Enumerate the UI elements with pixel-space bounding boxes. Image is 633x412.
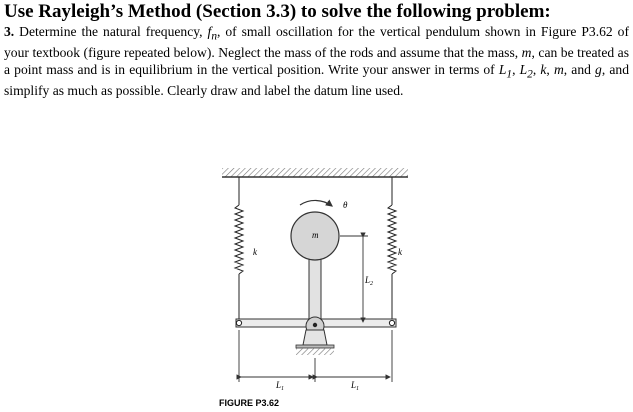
- ceiling: [222, 168, 408, 177]
- fn-symbol: f: [207, 24, 212, 39]
- L2-dimension: [340, 236, 368, 322]
- k-left-label: k: [253, 247, 257, 257]
- g-symbol: g: [595, 61, 602, 77]
- k-symbol: k: [540, 61, 547, 77]
- L2-subscript: 2: [527, 68, 533, 81]
- L1-left-label: $L_1$: [276, 380, 285, 392]
- separator-3: ,: [546, 61, 554, 77]
- mass-symbol-1: m: [521, 45, 532, 61]
- problem-text-2: , of small oscillation for the vertical pendulum shown in Figure P3.62 of your textbook (figure repeated below). Neglect the mass of the rods and assume that the mass,: [4, 24, 629, 61]
- problem-text-4: , and simplify as much as possible. Clearly draw and label the datum line used.: [4, 61, 629, 99]
- vertical-rod: [309, 257, 321, 323]
- L1-right-label: $L_1$: [351, 380, 360, 392]
- mass-symbol-2: m: [553, 61, 564, 77]
- k-right-label: k: [398, 247, 402, 257]
- right-spring: [388, 177, 396, 322]
- left-spring: [235, 177, 243, 322]
- problem-heading: Use Rayleigh’s Method (Section 3.3) to solve the following problem:: [4, 1, 551, 22]
- right-bar-pin: [389, 320, 394, 325]
- theta-label: θ: [343, 200, 348, 210]
- fn-subscript: n: [211, 30, 217, 43]
- problem-number: 3.: [4, 24, 15, 39]
- rotation-arrow: [300, 200, 332, 206]
- L1-symbol: L: [498, 61, 507, 77]
- mass-label: m: [312, 230, 319, 240]
- L1-subscript: 1: [506, 68, 513, 81]
- left-bar-pin: [236, 320, 241, 325]
- figure-caption: FIGURE P3.62: [219, 398, 280, 408]
- separator-2: ,: [532, 61, 541, 77]
- problem-text-1: Determine the natural frequency,: [14, 24, 208, 39]
- L2-label: $L_2$: [365, 275, 374, 287]
- problem-text-3: , can be treated as a point mass and is in equilibrium in the vertical position. Write your answer in terms of: [4, 45, 629, 77]
- separator-1: ,: [512, 61, 520, 77]
- separator-4: , and: [563, 61, 596, 77]
- L2-symbol: L: [519, 61, 528, 77]
